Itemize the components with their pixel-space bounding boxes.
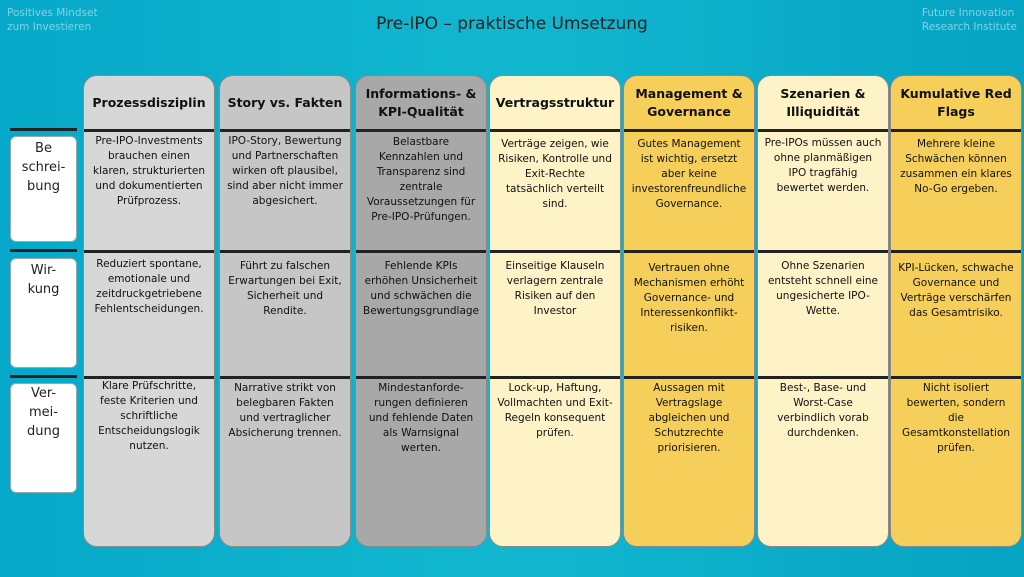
column-separator (758, 376, 888, 379)
cell-beschreibung: Mehrere kleine Schwächen können zusammen ein klares No-Go ergeben. (900, 138, 1012, 195)
cell-vermeidung: Best-, Base- und Worst-Case verbindlich vorab durchdenken. (777, 382, 869, 439)
column-vertragsstruktur (489, 75, 621, 547)
cell-beschreibung: Gutes Management ist wichtig, ersetzt aber keine investorenfreundliche Governance. (631, 138, 747, 210)
cell-beschreibung: Pre-IPO-Investments brauchen einen klaren, strukturierten und dokumentierten Prüfprozess. (93, 135, 205, 207)
cell-wirkung: Fehlende KPIs erhöhen Unsicherheit und schwächen die Bewertungsgrundlage (362, 260, 480, 317)
column-separator (490, 129, 620, 132)
cell-vermeidung: Lock-up, Haftung, Vollmachten und Exit- Regeln konsequent prüfen. (497, 382, 613, 439)
cell-wirkung: Führt zu falschen Erwartungen bei Exit, Sicherheit und Rendite. (228, 260, 342, 317)
cell-vermeidung: Mindestanforde- rungen definieren und fehlende Daten als Warnsignal werten. (368, 382, 474, 454)
cell-wirkung: Reduziert spontane, emotionale und zeitdruckgetriebene Fehlentscheidungen. (94, 258, 204, 315)
column-separator (891, 250, 1021, 253)
column-management-governance (623, 75, 755, 547)
org-label-right-line2: Research Institute (921, 21, 1017, 33)
row-label-beschreibung: Be schrei- bung (10, 136, 77, 242)
column-separator (220, 376, 350, 379)
cell-wirkung: Ohne Szenarien entsteht schnell eine ungesicherte IPO- Wette. (767, 260, 879, 317)
column-title: Vertragsstruktur (495, 94, 615, 110)
column-separator (220, 129, 350, 132)
cell-wirkung: Vertrauen ohne Mechanismen erhöht Governance- und Interessenkonflikt- risiken. (633, 262, 745, 334)
column-title: Story vs. Fakten (227, 94, 343, 110)
row-label-vermeidung: Ver- mei- dung (10, 383, 77, 493)
cell-beschreibung: Belastbare Kennzahlen und Transparenz sind zentrale Voraussetzungen für Pre-IPO-Prüfungen. (366, 136, 476, 223)
column-separator (356, 376, 486, 379)
column-separator (758, 129, 888, 132)
column-separator (758, 250, 888, 253)
row-separator (10, 128, 77, 131)
org-label-left-line1: Positives Mindset (7, 7, 98, 19)
column-title: Management & Governance (635, 85, 743, 119)
column-separator (356, 250, 486, 253)
column-separator (84, 129, 214, 132)
page-title: Pre-IPO – praktische Umsetzung (376, 14, 648, 34)
column-title: Kumulative Red Flags (900, 85, 1012, 119)
column-separator (490, 376, 620, 379)
column-separator (490, 250, 620, 253)
row-separator (10, 375, 77, 378)
column-story-vs-fakten (219, 75, 351, 547)
column-informations-kpi-qualitaet (355, 75, 487, 547)
column-szenarien-illiquiditaet (757, 75, 889, 547)
org-label-left-line2: zum Investieren (7, 21, 92, 33)
cell-beschreibung: Pre-IPOs müssen auch ohne planmäßigen IPO tragfähig bewertet werden. (764, 137, 882, 194)
cell-vermeidung: Aussagen mit Vertragslage abgleichen und Schutzrechte priorisieren. (648, 382, 730, 454)
column-kumulative-red-flags (890, 75, 1022, 547)
column-title: Szenarien & Illiquidität (780, 85, 866, 119)
row-separator (10, 249, 77, 252)
row-label-wirkung: Wir- kung (10, 258, 77, 368)
column-separator (84, 250, 214, 253)
column-prozessdisziplin (83, 75, 215, 547)
org-label-right-line1: Future Innovation (921, 7, 1015, 19)
cell-vermeidung: Klare Prüfschritte, feste Kriterien und schriftliche Entscheidungslogik nutzen. (98, 380, 200, 452)
cell-beschreibung: IPO-Story, Bewertung und Partnerschaften wirken oft plausibel, sind aber nicht immer abgesichert. (227, 135, 343, 207)
column-separator (624, 376, 754, 379)
cell-vermeidung: Nicht isoliert bewerten, sondern die Gesamtkonstellation prüfen. (901, 382, 1011, 454)
column-title: Informations- & KPI-Qualität (365, 85, 477, 119)
org-label-right (922, 6, 1017, 34)
column-title: Prozessdisziplin (92, 94, 206, 110)
cell-vermeidung: Narrative strikt von belegbaren Fakten und vertraglicher Absicherung trennen. (228, 382, 342, 439)
column-separator (891, 129, 1021, 132)
column-separator (624, 250, 754, 253)
cell-wirkung: Einseitige Klauseln verlagern zentrale Risiken auf den Investor (505, 260, 605, 317)
cell-wirkung: KPI-Lücken, schwache Governance und Verträge verschärfen das Gesamtrisiko. (898, 262, 1014, 319)
column-separator (356, 129, 486, 132)
column-separator (220, 250, 350, 253)
column-separator (891, 376, 1021, 379)
column-separator (624, 129, 754, 132)
cell-beschreibung: Verträge zeigen, wie Risiken, Kontrolle und Exit-Rechte tatsächlich verteilt sind. (498, 138, 612, 210)
